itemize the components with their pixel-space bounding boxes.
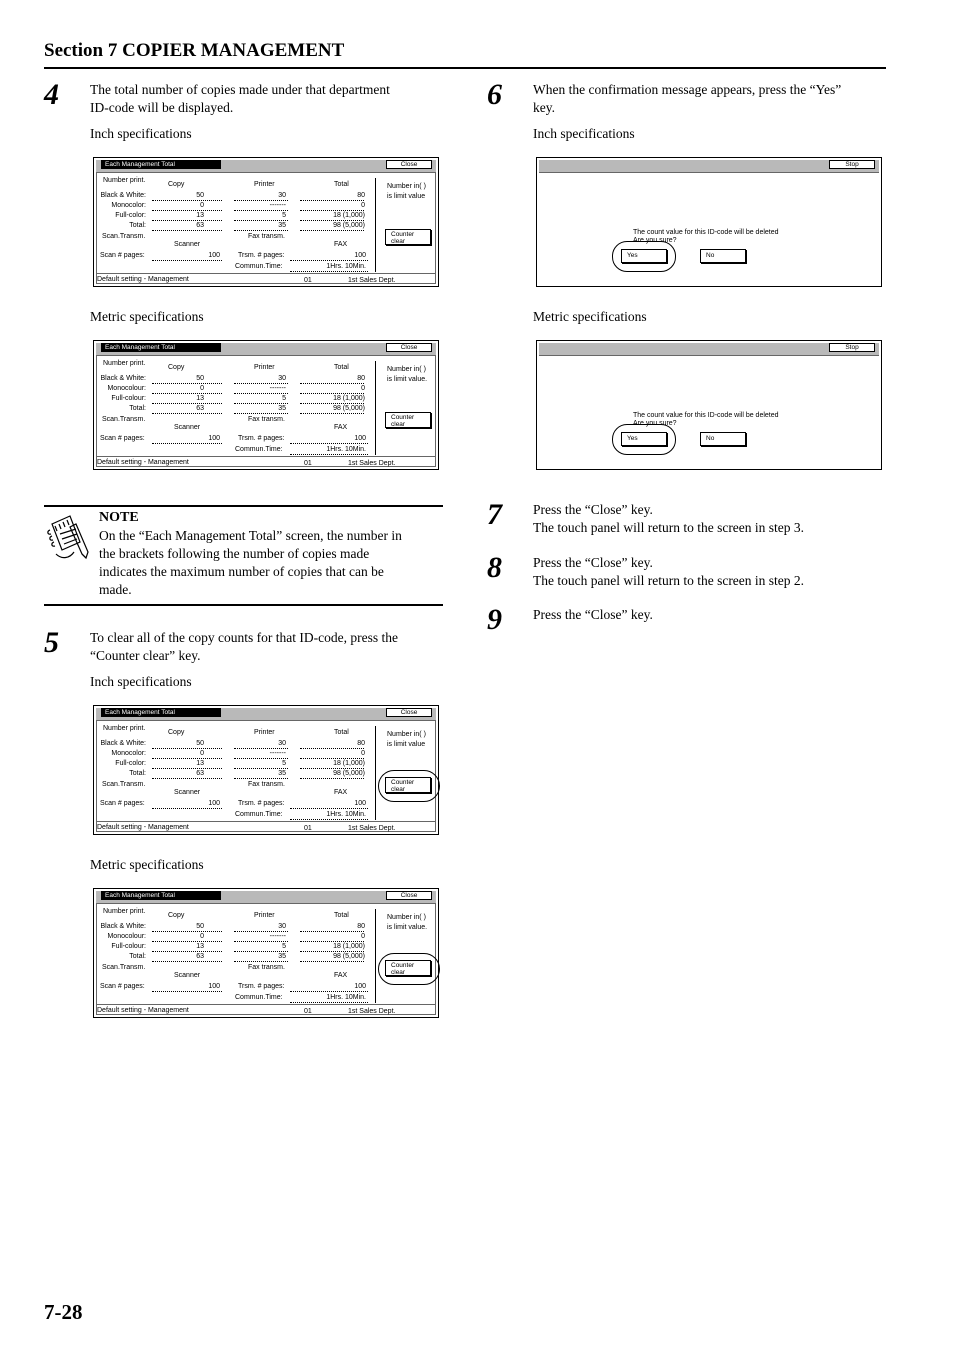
- dotted-field-line: [234, 393, 288, 394]
- total-column-header: Total: [334, 181, 349, 188]
- dotted-field-line: [290, 808, 368, 809]
- step-8-line2: The touch panel will return to the screen in step 2.: [533, 573, 805, 588]
- footer-setting-label: Default setting - Management: [97, 1007, 189, 1014]
- copy-column-header: Copy: [168, 912, 185, 919]
- dotted-field-line: [290, 454, 368, 455]
- footer-divider: [96, 273, 436, 274]
- footer-department: 1st Sales Dept.: [348, 825, 396, 832]
- commun-time-label: Commun.Time:: [235, 994, 283, 1001]
- total-value: 0: [361, 202, 365, 209]
- total-value: 98 (5,000): [333, 770, 365, 777]
- dotted-field-line: [152, 808, 222, 809]
- notepad-pen-icon: [46, 512, 92, 564]
- copy-value: 13: [196, 760, 204, 767]
- limit-note-line2: is limit value: [387, 193, 426, 200]
- dotted-field-line: [152, 768, 222, 769]
- confirm-panel-inch: [536, 157, 882, 287]
- copy-value: 0: [200, 385, 204, 392]
- scanner-column-header: Scanner: [174, 972, 201, 979]
- footer-department: 1st Sales Dept.: [348, 460, 396, 467]
- footer-divider: [96, 1004, 436, 1005]
- scan-transm-label: Scan.Transm.: [102, 781, 146, 788]
- printer-value: 5: [282, 760, 286, 767]
- printer-column-header: Printer: [254, 181, 275, 188]
- mgmt-panel-inch-step4: [93, 157, 439, 287]
- total-column-header: Total: [334, 364, 349, 371]
- total-value: 0: [361, 385, 365, 392]
- footer-divider: [96, 456, 436, 457]
- row-label: Total:: [129, 770, 146, 777]
- scan-pages-label: Scan # pages:: [100, 800, 145, 807]
- row-label: Full-color:: [115, 212, 146, 219]
- fax-transm-label: Fax transm.: [248, 416, 285, 423]
- counter-clear-label: clear: [391, 969, 406, 976]
- row-label: Full-colour:: [111, 395, 146, 402]
- note-line: the brackets following the number of copies made: [99, 546, 370, 561]
- metric-spec-label: Metric specifications: [90, 857, 204, 872]
- note-top-rule: [44, 505, 443, 507]
- dotted-field-line: [300, 951, 364, 952]
- dotted-field-line: [234, 383, 288, 384]
- step-5-line1: To clear all of the copy counts for that ID-code, press the: [90, 630, 398, 645]
- confirm-question: Are you sure?: [633, 420, 677, 427]
- total-value: 0: [361, 933, 365, 940]
- copy-value: 63: [196, 953, 204, 960]
- dotted-field-line: [152, 961, 222, 962]
- dotted-field-line: [152, 941, 222, 942]
- highlight-circle: [378, 953, 440, 985]
- panel-title: Each Management Total: [101, 891, 221, 900]
- row-label: Total:: [129, 222, 146, 229]
- scan-transm-label: Scan.Transm.: [102, 233, 146, 240]
- commun-time-label: Commun.Time:: [235, 446, 283, 453]
- dotted-field-line: [300, 778, 364, 779]
- fax-transm-label: Fax transm.: [248, 964, 285, 971]
- commun-time-label: Commun.Time:: [235, 263, 283, 270]
- panel-title: Each Management Total: [101, 343, 221, 352]
- step-5-number: 5: [44, 626, 59, 659]
- printer-value: 30: [278, 192, 286, 199]
- copy-value: 50: [196, 375, 204, 382]
- dotted-field-line: [300, 941, 364, 942]
- dotted-field-line: [234, 748, 288, 749]
- panel-divider: [375, 726, 376, 820]
- step-9-text: [533, 606, 653, 624]
- number-print-label: Number print.: [103, 360, 146, 367]
- yes-button[interactable]: Yes: [621, 249, 667, 263]
- step-7-line2: The touch panel will return to the screen in step 3.: [533, 520, 805, 535]
- fax-column-header: FAX: [334, 789, 348, 796]
- step-9-line1: Press the “Close” key.: [533, 607, 653, 622]
- dotted-field-line: [300, 200, 364, 201]
- confirm-message: The count value for this ID-code will be deleted: [633, 229, 779, 236]
- dotted-field-line: [152, 991, 222, 992]
- confirm-question: Are you sure?: [633, 237, 677, 244]
- printer-column-header: Printer: [254, 364, 275, 371]
- dotted-field-line: [152, 758, 222, 759]
- highlight-circle: [612, 424, 676, 455]
- row-label: Monocolor:: [111, 202, 146, 209]
- total-value: 80: [357, 740, 365, 747]
- dotted-field-line: [152, 260, 222, 261]
- scan-pages-label: Scan # pages:: [100, 983, 145, 990]
- panel-divider: [375, 909, 376, 1003]
- limit-note-line2: is limit value: [387, 741, 426, 748]
- dotted-field-line: [290, 1002, 368, 1003]
- footer-id-code: 01: [304, 825, 312, 832]
- dotted-field-line: [234, 413, 288, 414]
- commun-time-label: Commun.Time:: [235, 811, 283, 818]
- panel-title: Each Management Total: [101, 708, 221, 717]
- dotted-field-line: [234, 758, 288, 759]
- dotted-field-line: [152, 778, 222, 779]
- row-label: Monocolour:: [107, 385, 146, 392]
- copy-value: 63: [196, 405, 204, 412]
- fax-column-header: FAX: [334, 424, 348, 431]
- scan-pages-value: 100: [208, 435, 220, 442]
- printer-value: 35: [278, 405, 286, 412]
- step-5-line2: “Counter clear” key.: [90, 648, 201, 663]
- dotted-field-line: [152, 220, 222, 221]
- counter-clear-label: Counter: [391, 414, 415, 421]
- mgmt-panel-metric-step5: [93, 888, 439, 1018]
- limit-note-line1: Number in( ): [387, 183, 426, 190]
- printer-value: 35: [278, 953, 286, 960]
- dotted-field-line: [300, 961, 364, 962]
- footer-setting-label: Default setting - Management: [97, 459, 189, 466]
- dotted-field-line: [152, 383, 222, 384]
- scan-pages-label: Scan # pages:: [100, 252, 145, 259]
- stop-button[interactable]: Stop: [829, 160, 875, 169]
- dotted-field-line: [234, 230, 288, 231]
- copy-column-header: Copy: [168, 364, 185, 371]
- scan-pages-value: 100: [208, 800, 220, 807]
- trsm-pages-label: Trsm. # pages:: [238, 983, 285, 990]
- row-label: Black & White:: [100, 375, 146, 382]
- dotted-field-line: [234, 931, 288, 932]
- printer-value: -------: [269, 933, 286, 940]
- dotted-field-line: [290, 991, 368, 992]
- page-number: 7-28: [44, 1300, 83, 1324]
- dotted-field-line: [234, 200, 288, 201]
- panel-title: Each Management Total: [101, 160, 221, 169]
- dotted-field-line: [300, 413, 364, 414]
- step-4-line1: The total number of copies made under that department: [90, 82, 390, 97]
- copy-value: 63: [196, 222, 204, 229]
- copy-value: 63: [196, 770, 204, 777]
- highlight-circle: [612, 241, 676, 272]
- highlight-circle: [378, 770, 440, 802]
- dotted-field-line: [234, 210, 288, 211]
- fax-transm-label: Fax transm.: [248, 233, 285, 240]
- fax-column-header: FAX: [334, 241, 348, 248]
- fax-column-header: FAX: [334, 972, 348, 979]
- copy-value: 0: [200, 933, 204, 940]
- row-label: Full-colour:: [111, 943, 146, 950]
- inch-spec-label: Inch specifications: [533, 126, 635, 141]
- dotted-field-line: [300, 393, 364, 394]
- metric-spec-label: Metric specifications: [533, 309, 647, 324]
- trsm-pages-value: 100: [354, 800, 366, 807]
- yes-button[interactable]: Yes: [621, 432, 667, 446]
- step-6-line2: key.: [533, 100, 555, 115]
- dotted-field-line: [300, 931, 364, 932]
- number-print-label: Number print.: [103, 908, 146, 915]
- counter-clear-button[interactable]: [385, 412, 431, 428]
- dotted-field-line: [290, 819, 368, 820]
- step-5-text: [90, 629, 398, 665]
- printer-value: 35: [278, 222, 286, 229]
- footer-id-code: 01: [304, 277, 312, 284]
- total-value: 18 (1,000): [333, 760, 365, 767]
- dotted-field-line: [290, 271, 368, 272]
- copy-column-header: Copy: [168, 729, 185, 736]
- dotted-field-line: [234, 778, 288, 779]
- counter-clear-button[interactable]: [385, 229, 431, 245]
- trsm-pages-label: Trsm. # pages:: [238, 252, 285, 259]
- dotted-field-line: [300, 748, 364, 749]
- step-9-number: 9: [487, 603, 502, 636]
- close-button[interactable]: Close: [386, 160, 432, 169]
- printer-column-header: Printer: [254, 912, 275, 919]
- copy-value: 13: [196, 943, 204, 950]
- scan-transm-label: Scan.Transm.: [102, 416, 146, 423]
- step-4-line2: ID-code will be displayed.: [90, 100, 234, 115]
- copy-value: 50: [196, 923, 204, 930]
- scanner-column-header: Scanner: [174, 789, 201, 796]
- dotted-field-line: [300, 758, 364, 759]
- total-column-header: Total: [334, 912, 349, 919]
- step-6-number: 6: [487, 78, 502, 111]
- printer-value: 30: [278, 375, 286, 382]
- close-button[interactable]: Close: [386, 708, 432, 717]
- step-4-number: 4: [44, 78, 59, 111]
- mgmt-panel-inch-step5: [93, 705, 439, 835]
- row-label: Black & White:: [100, 740, 146, 747]
- total-value: 80: [357, 923, 365, 930]
- panel-titlebar: [539, 160, 879, 173]
- footer-department: 1st Sales Dept.: [348, 277, 396, 284]
- trsm-pages-label: Trsm. # pages:: [238, 800, 285, 807]
- limit-note-line2: is limit value.: [387, 924, 428, 931]
- copy-column-header: Copy: [168, 181, 185, 188]
- panel-divider: [375, 178, 376, 272]
- footer-divider: [96, 821, 436, 822]
- dotted-field-line: [300, 230, 364, 231]
- commun-time-value: 1Hrs. 10Min.: [326, 994, 366, 1001]
- total-value: 80: [357, 192, 365, 199]
- counter-clear-label: clear: [391, 421, 406, 428]
- step-8-line1: Press the “Close” key.: [533, 555, 653, 570]
- printer-value: 5: [282, 943, 286, 950]
- step-7-text: [533, 501, 804, 537]
- dotted-field-line: [152, 443, 222, 444]
- step-8-text: [533, 554, 804, 590]
- footer-id-code: 01: [304, 460, 312, 467]
- limit-note-line2: is limit value.: [387, 376, 428, 383]
- note-line: made.: [99, 582, 132, 597]
- no-button[interactable]: No: [700, 432, 746, 446]
- total-value: 80: [357, 375, 365, 382]
- row-label: Monocolor:: [111, 750, 146, 757]
- step-8-number: 8: [487, 551, 502, 584]
- trsm-pages-value: 100: [354, 983, 366, 990]
- scan-pages-label: Scan # pages:: [100, 435, 145, 442]
- row-label: Total:: [129, 405, 146, 412]
- dotted-field-line: [234, 403, 288, 404]
- step-7-number: 7: [487, 498, 502, 531]
- panel-divider: [375, 361, 376, 455]
- dotted-field-line: [152, 200, 222, 201]
- total-value: 98 (5,000): [333, 222, 365, 229]
- limit-note-line1: Number in( ): [387, 914, 426, 921]
- row-label: Full-color:: [115, 760, 146, 767]
- close-button[interactable]: Close: [386, 343, 432, 352]
- limit-note-line1: Number in( ): [387, 731, 426, 738]
- note-line: On the “Each Management Total” screen, the number in: [99, 528, 402, 543]
- copy-value: 50: [196, 192, 204, 199]
- printer-value: -------: [269, 202, 286, 209]
- copy-value: 0: [200, 202, 204, 209]
- scanner-column-header: Scanner: [174, 241, 201, 248]
- row-label: Black & White:: [100, 923, 146, 930]
- stop-button[interactable]: Stop: [829, 343, 875, 352]
- dotted-field-line: [152, 403, 222, 404]
- dotted-field-line: [234, 951, 288, 952]
- dotted-field-line: [300, 220, 364, 221]
- total-column-header: Total: [334, 729, 349, 736]
- dotted-field-line: [234, 961, 288, 962]
- fax-transm-label: Fax transm.: [248, 781, 285, 788]
- dotted-field-line: [300, 210, 364, 211]
- dotted-field-line: [152, 230, 222, 231]
- printer-value: -------: [269, 750, 286, 757]
- dotted-field-line: [152, 210, 222, 211]
- limit-note-line1: Number in( ): [387, 366, 426, 373]
- note-text: [99, 527, 402, 599]
- total-value: 0: [361, 750, 365, 757]
- step-6-text: [533, 81, 841, 117]
- trsm-pages-value: 100: [354, 435, 366, 442]
- row-label: Black & White:: [100, 192, 146, 199]
- counter-clear-label: clear: [391, 238, 406, 245]
- step-6-line1: When the confirmation message appears, press the “Yes”: [533, 82, 842, 97]
- dotted-field-line: [300, 768, 364, 769]
- printer-value: 5: [282, 395, 286, 402]
- dotted-field-line: [234, 220, 288, 221]
- counter-clear-label: Counter: [391, 779, 415, 786]
- copy-value: 13: [196, 395, 204, 402]
- row-label: Total:: [129, 953, 146, 960]
- metric-spec-label: Metric specifications: [90, 309, 204, 324]
- dotted-field-line: [152, 393, 222, 394]
- commun-time-value: 1Hrs. 10Min.: [326, 263, 366, 270]
- dotted-field-line: [300, 383, 364, 384]
- printer-value: -------: [269, 385, 286, 392]
- number-print-label: Number print.: [103, 725, 146, 732]
- copy-value: 13: [196, 212, 204, 219]
- panel-titlebar: [539, 343, 879, 356]
- commun-time-value: 1Hrs. 10Min.: [326, 446, 366, 453]
- scan-transm-label: Scan.Transm.: [102, 964, 146, 971]
- step-4-text: [90, 81, 390, 117]
- note-title: NOTE: [99, 510, 139, 525]
- close-button[interactable]: Close: [386, 891, 432, 900]
- number-print-label: Number print.: [103, 177, 146, 184]
- total-value: 18 (1,000): [333, 212, 365, 219]
- footer-setting-label: Default setting - Management: [97, 824, 189, 831]
- printer-value: 30: [278, 923, 286, 930]
- dotted-field-line: [152, 931, 222, 932]
- no-button[interactable]: No: [700, 249, 746, 263]
- dotted-field-line: [152, 413, 222, 414]
- total-value: 98 (5,000): [333, 405, 365, 412]
- counter-clear-label: clear: [391, 786, 406, 793]
- trsm-pages-value: 100: [354, 252, 366, 259]
- dotted-field-line: [290, 260, 368, 261]
- step-7-line1: Press the “Close” key.: [533, 502, 653, 517]
- total-value: 98 (5,000): [333, 953, 365, 960]
- total-value: 18 (1,000): [333, 395, 365, 402]
- confirm-panel-metric: [536, 340, 882, 470]
- dotted-field-line: [234, 941, 288, 942]
- trsm-pages-label: Trsm. # pages:: [238, 435, 285, 442]
- dotted-field-line: [300, 403, 364, 404]
- copy-value: 0: [200, 750, 204, 757]
- inch-spec-label: Inch specifications: [90, 126, 192, 141]
- confirm-message: The count value for this ID-code will be deleted: [633, 412, 779, 419]
- scan-pages-value: 100: [208, 983, 220, 990]
- printer-column-header: Printer: [254, 729, 275, 736]
- dotted-field-line: [152, 748, 222, 749]
- footer-department: 1st Sales Dept.: [348, 1008, 396, 1015]
- total-value: 18 (1,000): [333, 943, 365, 950]
- footer-id-code: 01: [304, 1008, 312, 1015]
- note-bottom-rule: [44, 604, 443, 606]
- scanner-column-header: Scanner: [174, 424, 201, 431]
- dotted-field-line: [152, 951, 222, 952]
- printer-value: 30: [278, 740, 286, 747]
- mgmt-panel-metric-step4: [93, 340, 439, 470]
- printer-value: 35: [278, 770, 286, 777]
- counter-clear-label: Counter: [391, 231, 415, 238]
- counter-clear-label: Counter: [391, 962, 415, 969]
- inch-spec-label: Inch specifications: [90, 674, 192, 689]
- dotted-field-line: [290, 443, 368, 444]
- copy-value: 50: [196, 740, 204, 747]
- row-label: Monocolour:: [107, 933, 146, 940]
- section-header: Section 7 COPIER MANAGEMENT: [44, 40, 345, 61]
- footer-setting-label: Default setting - Management: [97, 276, 189, 283]
- dotted-field-line: [234, 768, 288, 769]
- note-line: indicates the maximum number of copies that can be: [99, 564, 384, 579]
- printer-value: 5: [282, 212, 286, 219]
- commun-time-value: 1Hrs. 10Min.: [326, 811, 366, 818]
- scan-pages-value: 100: [208, 252, 220, 259]
- header-rule: [44, 67, 886, 69]
